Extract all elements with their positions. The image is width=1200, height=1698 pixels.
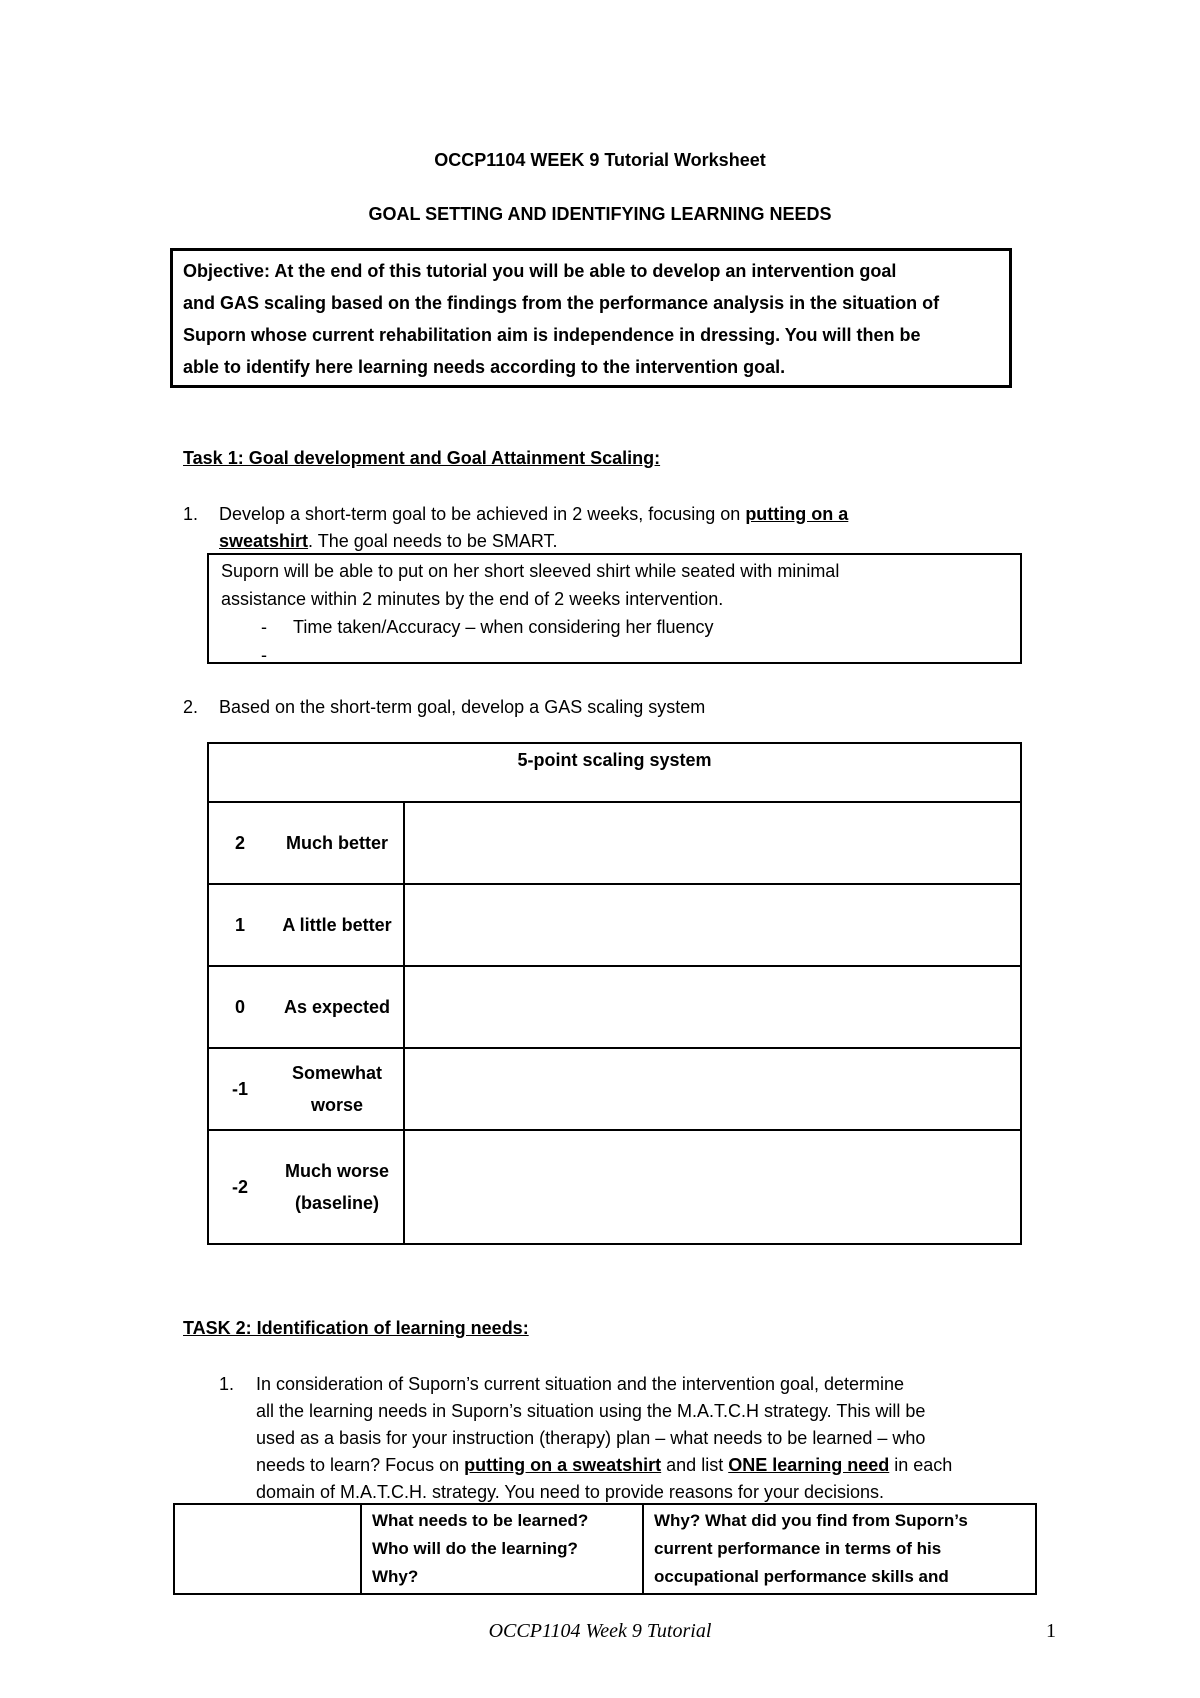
gas-description-cell[interactable] (404, 966, 1021, 1048)
gas-scaling-table (207, 742, 1022, 1245)
gas-score: 0 (208, 966, 271, 1048)
gas-score: 2 (208, 802, 271, 884)
gas-table-header: 5-point scaling system (208, 743, 1021, 802)
goal-answer-line: assistance within 2 minutes by the end of 2 weeks intervention. (221, 589, 724, 609)
task1-q2-number: 2. (183, 697, 199, 717)
table-row (208, 1048, 1021, 1130)
match-col2-header: What needs to be learned? Who will do the learning? Why? (361, 1504, 643, 1594)
task1-q1-text: Develop a short-term goal to be achieved in 2 weeks, focusing on putting on a sweatshirt. The goal needs to be SMART. (219, 504, 849, 551)
task2-q1-text: In consideration of Suporn’s current situation and the intervention goal, determine all the learning needs in Suporn’s situation using the M.A.T.C.H strategy. This will be used as a basis for your instruction (therapy) plan – what needs to be learned – who needs to learn? Focus on putting on a sweatshirt and list ONE learning need in each domain of M.A.T.C.H. strategy. You need to provide reasons for your decisions. (256, 1374, 953, 1502)
task1-q1-number: 1. (183, 504, 199, 524)
gas-label: A little better (271, 884, 404, 966)
goal-answer-box[interactable] (207, 553, 1022, 664)
table-row (174, 1504, 1036, 1594)
page-subtitle: GOAL SETTING AND IDENTIFYING LEARNING NEEDS (368, 204, 832, 224)
objective-line: able to identify here learning needs according to the intervention goal. (183, 357, 786, 377)
gas-score: -2 (208, 1130, 271, 1244)
gas-label: As expected (271, 966, 404, 1048)
objective-box (170, 248, 1012, 388)
objective-line: and GAS scaling based on the findings from the performance analysis in the situation of (183, 293, 940, 313)
objective-line: Suporn whose current rehabilitation aim is independence in dressing. You will then be (183, 325, 921, 345)
match-col1-header[interactable] (174, 1504, 361, 1594)
gas-description-cell[interactable] (404, 802, 1021, 884)
gas-description-cell[interactable] (404, 1130, 1021, 1244)
gas-label: Much better (271, 802, 404, 884)
objective-line: Objective: At the end of this tutorial you will be able to develop an intervention goal (183, 261, 897, 281)
page-number: 1 (1046, 1620, 1056, 1642)
table-row (208, 966, 1021, 1048)
task2-heading: TASK 2: Identification of learning needs: (183, 1318, 529, 1338)
match-table (173, 1503, 1037, 1595)
task1-heading: Task 1: Goal development and Goal Attainment Scaling: (183, 448, 661, 468)
goal-answer-line: Suporn will be able to put on her short sleeved shirt while seated with minimal (221, 561, 840, 581)
gas-description-cell[interactable] (404, 1048, 1021, 1130)
goal-bullet: - Time taken/Accuracy – when considering her fluency (261, 617, 714, 637)
footer-text: OCCP1104 Week 9 Tutorial (488, 1620, 712, 1642)
gas-score: 1 (208, 884, 271, 966)
match-col3-header: Why? What did you find from Suporn’s current performance in terms of his occupational performance skills and (643, 1504, 1036, 1594)
gas-description-cell[interactable] (404, 884, 1021, 966)
gas-label: Much worse (baseline) (271, 1130, 404, 1244)
page-title: OCCP1104 WEEK 9 Tutorial Worksheet (434, 150, 766, 170)
task1-q2-text: Based on the short-term goal, develop a GAS scaling system (219, 697, 706, 717)
gas-label: Somewhat worse (271, 1048, 404, 1130)
table-row (208, 1130, 1021, 1244)
task2-q1-number: 1. (219, 1374, 235, 1394)
goal-bullet-empty: - (261, 645, 267, 665)
gas-score: -1 (208, 1048, 271, 1130)
table-row (208, 884, 1021, 966)
table-row (208, 802, 1021, 884)
